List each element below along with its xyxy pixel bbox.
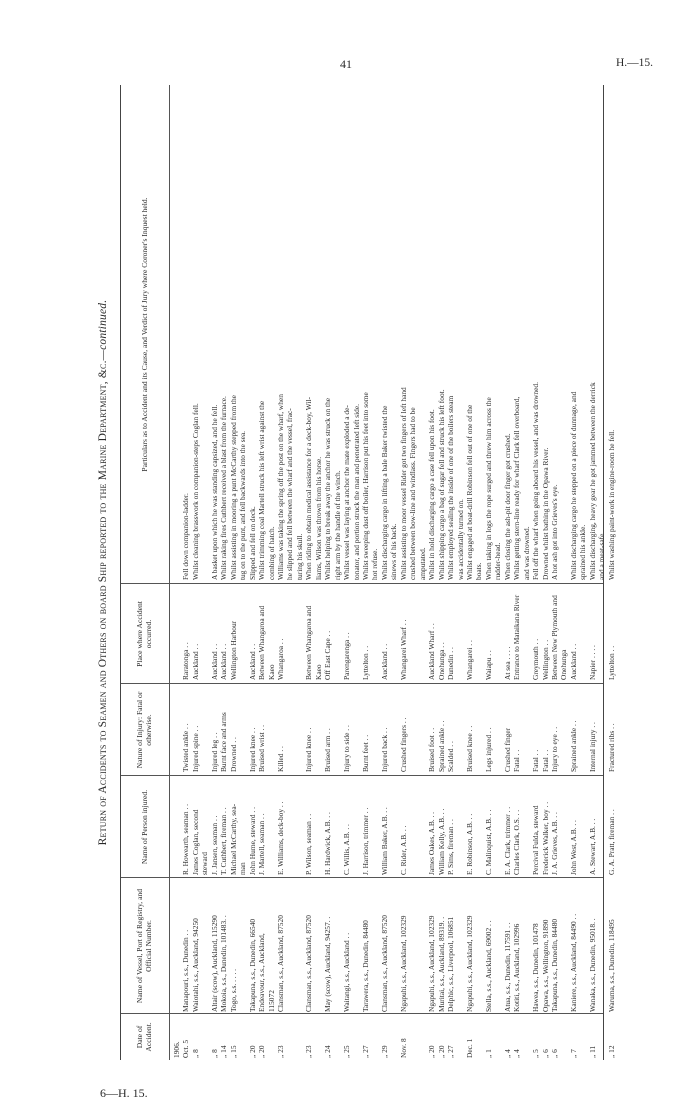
person-cell: Charles Clark, O.S. . . bbox=[512, 809, 522, 875]
particulars-cell: Whilst assisting to moor vessel Rider got two fingers of left hand bbox=[398, 387, 408, 580]
vessel-cell: Atua, s.s., Dunedin, 117591 . . bbox=[502, 922, 512, 1012]
person-cell: T. Cuthbert, fireman . . bbox=[219, 807, 229, 875]
date-cell: „ 11 bbox=[587, 1045, 597, 1058]
injury-cell: Twisted ankle . . bbox=[181, 723, 191, 772]
place-cell: Lyttelton . . bbox=[361, 645, 370, 680]
particulars-cell: tug on to the punt, and fell backwards into the sea. bbox=[238, 430, 248, 580]
person-cell: G. A. Pratt, fireman . . bbox=[606, 809, 616, 875]
injury-cell: Injured leg . . bbox=[209, 732, 219, 772]
injury-cell: Killed . . bbox=[275, 746, 285, 772]
page-code: H.—15. bbox=[616, 57, 654, 69]
particulars-cell: Whilst discharging cargo he stepped on a piece of dunnage, and bbox=[568, 391, 578, 580]
particulars-cell: Williams was taking the spring off the post on the wharf, when bbox=[275, 394, 285, 580]
column-divider bbox=[121, 775, 603, 776]
date-cell: 1906. bbox=[172, 1041, 181, 1058]
person-cell: John West, A.B. . . bbox=[568, 820, 578, 875]
particulars-cell: Whilst washing paint-work in engine-room he fell. bbox=[606, 429, 616, 580]
particulars-cell: was accidentally turned on. bbox=[455, 499, 465, 580]
vessel-cell: Clansman, s.s., Auckland, 87520 bbox=[304, 915, 314, 1012]
injury-cell: Fatal . . bbox=[531, 749, 541, 772]
injury-cell: Bruised wrist . . bbox=[257, 724, 267, 772]
injury-cell: Burnt face and arms bbox=[219, 712, 229, 772]
place-cell: Auckland . . bbox=[219, 643, 229, 680]
date-cell: „ 8 bbox=[190, 1049, 200, 1058]
table-title-main: Return of Accidents to Seamen and Others on board Ship reported to the Marine Department, &c. bbox=[97, 360, 109, 846]
person-cell: William Kelly, A.B. . . bbox=[436, 808, 446, 875]
vessel-cell: Ngapuhi, s.s., Auckland, 102329 bbox=[464, 915, 474, 1012]
vessel-cell: Opawa, s.s., Wellington, 91890 bbox=[540, 919, 550, 1012]
date-cell: Nov. 8 bbox=[398, 1038, 408, 1058]
vessel-cell: Clansman, s.s., Auckland, 87520 bbox=[275, 915, 285, 1012]
vessel-cell: Takapuna, s.s., Dunedin, 84480 bbox=[550, 918, 559, 1012]
place-cell: Whangarei . . bbox=[464, 640, 474, 680]
place-cell: Auckland Wharf . . bbox=[427, 623, 437, 680]
injury-cell: Sprained ankle . . bbox=[436, 720, 446, 772]
date-cell: „ 4 bbox=[502, 1049, 512, 1058]
date-cell: „ 20 bbox=[247, 1045, 257, 1058]
person-cell: A. Stewart, A.B. . . bbox=[587, 818, 597, 875]
injury-cell: Drowned . . bbox=[228, 737, 238, 772]
column-divider bbox=[121, 683, 603, 684]
date-cell: „ 5 bbox=[531, 1049, 541, 1058]
injury-cell: Crushed fingers . . bbox=[398, 717, 408, 772]
place-cell: Between Whangaroa and bbox=[257, 605, 267, 680]
person-cell: Percival Fulda, steward bbox=[531, 805, 541, 875]
vessel-cell: Tarawera, s.s., Dunedin, 84480 bbox=[361, 920, 370, 1012]
date-cell: „ 4 bbox=[512, 1049, 522, 1058]
person-cell: C. Rider, A.B. . . bbox=[398, 825, 408, 875]
particulars-cell: Fell off the wharf when going aboard his vessel, and was drowned. bbox=[531, 382, 541, 580]
rotated-table-sheet bbox=[94, 85, 614, 1060]
injury-cell: Legs injured . . bbox=[483, 727, 493, 772]
vessel-cell: Ngapuhi, s.s., Auckland, 102329 bbox=[398, 915, 408, 1012]
particulars-cell: Slipped and fell on deck. bbox=[247, 506, 257, 580]
place-cell: Entrance to Mataikana River bbox=[512, 594, 522, 680]
place-cell: Onehunga . . bbox=[436, 642, 446, 680]
person-cell: J. Harrison, trimmer . . bbox=[361, 807, 370, 875]
header-person: Name of Person injured. bbox=[139, 789, 149, 865]
place-cell: Kaeo bbox=[266, 664, 276, 680]
person-cell: J. Jansen, seaman . . bbox=[209, 815, 219, 875]
particulars-cell: turing his skull. bbox=[294, 533, 304, 580]
person-cell: William Baker, A.B. . . bbox=[379, 807, 389, 875]
particulars-cell: sinews of his back. bbox=[389, 523, 399, 580]
date-cell: Dec. 1 bbox=[464, 1038, 474, 1058]
particulars-cell: rudder-head. bbox=[493, 542, 503, 580]
particulars-cell: and was drowned. bbox=[521, 526, 531, 580]
date-cell: „ 24 bbox=[323, 1045, 333, 1058]
particulars-cell: Whilst shipping cargo a bag of sugar fell and struck his left foot. bbox=[436, 389, 446, 580]
particulars-cell: sprained his ankle. bbox=[578, 524, 588, 580]
vessel-cell: Kaniere, s.s., Auckland, 84490 . . bbox=[568, 913, 578, 1012]
person-cell: E. Robinson, A.B. . . bbox=[464, 813, 474, 875]
vessel-cell: Altair (scow), Auckland, 115290 bbox=[209, 915, 219, 1012]
date-cell: „ 27 bbox=[446, 1045, 456, 1058]
table-title-continued: —continued. bbox=[97, 299, 109, 361]
date-cell: „ 6 bbox=[550, 1049, 559, 1058]
header-particulars: Particulars as to Accident and its Cause, and Verdict of Jury where Coroner's Inquest held. bbox=[139, 197, 149, 472]
particulars-cell: amputated. bbox=[417, 547, 427, 580]
particulars-cell: Drowned whilst bathing in the Opawa River. bbox=[540, 447, 550, 580]
particulars-cell: right arm by the handle of the winch. bbox=[332, 470, 342, 580]
particulars-cell: A basket upon which he was standing capsized, and he fell. bbox=[209, 404, 219, 580]
particulars-cell: boats. bbox=[474, 562, 484, 580]
column-divider bbox=[121, 583, 603, 584]
bottom-rule bbox=[603, 85, 604, 1060]
particulars-cell: Whilst discharging cargo in lifting a bale Baker twisted the bbox=[379, 405, 389, 580]
particulars-cell: crushed between bow-line and windlass. Fingers had to be bbox=[408, 407, 418, 580]
date-cell: „ 6 bbox=[540, 1049, 550, 1058]
date-cell: „ 12 bbox=[606, 1045, 616, 1058]
place-cell: Auckland . . bbox=[247, 643, 257, 680]
injury-cell: Fatal . . bbox=[540, 749, 550, 772]
particulars-cell: Whilst vessel was laying at anchor the mate exploded a de- bbox=[342, 405, 352, 580]
particulars-cell: Fell down companion-ladder. bbox=[181, 493, 191, 580]
place-cell: At sea . . . . bbox=[502, 646, 512, 680]
place-cell: Wellington . . bbox=[540, 639, 550, 680]
particulars-cell: When closing the ash-pit door finger got crushed. bbox=[502, 433, 512, 580]
vessel-cell: Togo, s.s. . . . . bbox=[228, 968, 238, 1012]
vessel-cell: Ngapuhi, s.s., Auckland, 102329 bbox=[427, 915, 437, 1012]
particulars-cell: Whilst in hold discharging cargo a case fell upon his foot. bbox=[427, 409, 437, 580]
injury-cell: Bruised arm . . bbox=[323, 728, 333, 772]
person-cell: Michael McCarthy, sea- bbox=[228, 803, 238, 875]
vessel-cell: Waruma, s.s., Dunedin, 118495 bbox=[606, 919, 616, 1012]
place-cell: Off East Cape . . bbox=[323, 630, 333, 680]
injury-cell: Injury to side . . bbox=[342, 725, 352, 772]
place-cell: Dunedin . . bbox=[446, 647, 456, 680]
particulars-cell: Whilst discharging, heavy gear he got jammed between the derrick bbox=[587, 382, 597, 580]
particulars-cell: Whilst trimming coal Martell struck his left wrist against the bbox=[257, 400, 267, 580]
person-cell: steward bbox=[200, 852, 210, 875]
column-divider bbox=[121, 877, 603, 878]
header-place: Place where Accident occurred. bbox=[135, 601, 153, 667]
date-cell: „ 27 bbox=[361, 1045, 370, 1058]
vessel-cell: Mokoia, s.s., Dunedin, 101483. . bbox=[219, 915, 229, 1012]
header-rule bbox=[169, 85, 170, 1060]
particulars-cell: liams, Wilson was thrown from his horse. bbox=[313, 456, 323, 580]
place-cell: Lyttelton . . bbox=[606, 645, 616, 680]
place-cell: Kaeo bbox=[313, 664, 323, 680]
person-cell: E. A. Clark, trimmer . . bbox=[502, 806, 512, 875]
particulars-cell: Whilst cleaning brasswork on companion-steps Coglan fell. bbox=[190, 403, 200, 580]
injury-cell: Fractured ribs . . bbox=[606, 723, 616, 772]
particulars-cell: combing of hatch. bbox=[266, 526, 276, 580]
table-header bbox=[121, 85, 169, 1060]
particulars-cell: Whilst helping to break away the anchor he was struck on the bbox=[323, 397, 333, 580]
date-cell: Oct. 5 bbox=[181, 1039, 191, 1058]
vessel-cell: Manapouri, s.s., Dunedin . . bbox=[181, 929, 191, 1012]
date-cell: „ 23 bbox=[304, 1045, 314, 1058]
place-cell: Parengarenga . . bbox=[342, 632, 352, 680]
table-title bbox=[97, 85, 109, 1060]
vessel-cell: Clansman, s.s., Auckland, 87520 bbox=[379, 915, 389, 1012]
vessel-cell: Muritai, s.s., Auckland, 89319. . bbox=[436, 916, 446, 1012]
injury-cell: Bruised knee . . bbox=[464, 725, 474, 772]
vessel-cell: Kotiti, s.s., Auckland, 102996 bbox=[512, 923, 522, 1012]
date-cell: „ 23 bbox=[275, 1045, 285, 1058]
injury-cell: Crushed finger bbox=[502, 727, 512, 772]
place-cell: Auckland . . bbox=[209, 643, 219, 680]
person-cell: C. Willis, A.B. . . bbox=[342, 824, 352, 875]
date-cell: „ 1 bbox=[483, 1049, 493, 1058]
particulars-cell: Whilst employed sealing the inside of one of the boilers steam bbox=[446, 395, 456, 580]
vessel-cell: Waiotahi, s.s., Auckland, 94250 bbox=[190, 918, 200, 1012]
person-cell: James Coglan, second bbox=[190, 809, 200, 875]
person-cell: E. Williams, deck-boy . . bbox=[275, 801, 285, 875]
person-cell: R. Howearth, seaman . . bbox=[181, 803, 191, 875]
person-cell: Frederick Walker, boy . . bbox=[540, 801, 550, 875]
vessel-cell: 115072 bbox=[266, 990, 276, 1012]
particulars-cell: hot refuse. bbox=[370, 548, 380, 580]
injury-cell: Burnt feet . . bbox=[361, 734, 370, 772]
place-cell: Whangarei Wharf . . bbox=[398, 619, 408, 680]
place-cell: Whangaroa . . bbox=[275, 638, 285, 680]
person-cell: H. Hardwick, A.B. . . bbox=[323, 812, 333, 875]
place-cell: Wellington Harbour bbox=[228, 620, 238, 680]
particulars-cell: Whilst sweeping dust off boiler, Harrison put his feet into some bbox=[361, 392, 370, 580]
place-cell: Greymouth . . bbox=[531, 638, 541, 680]
injury-cell: Injured knee . . bbox=[304, 727, 314, 772]
vessel-cell: Takapuna, s.s., Dunedin, 66540 bbox=[247, 918, 257, 1012]
place-cell: Auckland . . bbox=[379, 643, 389, 680]
person-cell: P. Sims, fireman . . bbox=[446, 819, 456, 875]
particulars-cell: When riding to obtain medical assistance for a deck-boy, Wil- bbox=[304, 397, 314, 580]
person-cell: man bbox=[238, 862, 248, 875]
date-cell: „ 7 bbox=[568, 1049, 578, 1058]
column-divider bbox=[121, 1013, 603, 1014]
injury-cell: Fatal . . bbox=[512, 749, 522, 772]
injury-cell: Internal injury . . bbox=[587, 722, 597, 772]
date-cell: „ 25 bbox=[342, 1045, 352, 1058]
vessel-cell: Wanaka, s.s., Dunedin, 95018. . bbox=[587, 918, 597, 1012]
place-cell: Onehunga bbox=[559, 649, 569, 680]
person-cell: John Hume, steward . . bbox=[247, 807, 257, 875]
vessel-cell: Endeavour, s.s., Auckland, bbox=[257, 933, 267, 1012]
place-cell: Raratonga . . bbox=[181, 642, 191, 680]
person-cell: J. Martell, seaman . . bbox=[257, 813, 267, 875]
person-cell: P. Wilson, seaman . . bbox=[304, 813, 314, 875]
particulars-cell: A hot ash got into Grieves's eye. bbox=[550, 484, 559, 580]
place-cell: Auckland . . bbox=[190, 643, 200, 680]
date-cell: „ 20 bbox=[436, 1045, 446, 1058]
place-cell: Between New Plymouth and bbox=[550, 595, 559, 680]
date-cell: „ 29 bbox=[379, 1045, 389, 1058]
injury-cell: Sprained ankle . . bbox=[568, 720, 578, 772]
particulars-cell: Whilst assisting in mooring a punt McCarthy stepped from the bbox=[228, 395, 238, 580]
vessel-cell: Hawea, s.s., Dunedin, 101478 bbox=[531, 923, 541, 1012]
page-number: 41 bbox=[340, 57, 352, 71]
header-injury: Nature of Injury: Fatal or otherwise. bbox=[135, 691, 153, 769]
particulars-cell: When taking in logs the rope surged and threw him across the bbox=[483, 397, 493, 580]
vessel-cell: Stella, s.s., Auckland, 69002 . . bbox=[483, 920, 493, 1012]
place-cell: Napier . . . . bbox=[587, 645, 597, 680]
injury-cell: Injured knee . . bbox=[247, 727, 257, 772]
person-cell: C. Malinquist, A.B. . . bbox=[483, 809, 493, 875]
date-cell: „ 20 bbox=[257, 1045, 267, 1058]
injury-cell: Bruised foot . . bbox=[427, 727, 437, 772]
header-vessel: Name of Vessel, Port of Registry, and Official Number. bbox=[135, 888, 153, 1004]
header-date: Date of Accident. bbox=[135, 1022, 153, 1052]
particulars-cell: Whilst raking fires Cuthbert received a blast from the furnace. bbox=[219, 396, 229, 580]
particulars-cell: and a meat-safe. bbox=[597, 531, 607, 580]
date-cell: „ 8 bbox=[209, 1049, 219, 1058]
injury-cell: Injured back . . bbox=[379, 727, 389, 772]
vessel-cell: May (scow), Auckland, 94257. . bbox=[323, 916, 333, 1012]
injury-cell: Injured spine . . bbox=[190, 725, 200, 772]
place-cell: Between Whangaroa and bbox=[304, 605, 314, 680]
person-cell: J. A. Grieves, A.B. . . bbox=[550, 812, 559, 875]
particulars-cell: Whilst engaged at boat-drill Robinson fell out of one of the bbox=[464, 404, 474, 580]
vessel-cell: Waitangi, s.s., Auckland . . bbox=[342, 932, 352, 1012]
injury-cell: Injury to eye . . bbox=[550, 726, 559, 772]
vessel-cell: Delphic, s.s., Liverpool, 106851 bbox=[446, 916, 456, 1012]
particulars-cell: he slipped and fell between the wharf and the vessel, frac- bbox=[285, 408, 295, 580]
footer-code: 6—H. 15. bbox=[100, 1086, 148, 1100]
place-cell: Auckland . . bbox=[568, 643, 578, 680]
date-cell: „ 15 bbox=[228, 1045, 238, 1058]
person-cell: James Oakes, A.B. . . bbox=[427, 811, 437, 875]
injury-cell: Scalded . . bbox=[446, 741, 456, 772]
particulars-cell: Whilst getting stern-line ready for wharf Clark fell overboard, bbox=[512, 396, 522, 580]
date-cell: „ 20 bbox=[427, 1045, 437, 1058]
place-cell: Waiapu . . bbox=[483, 650, 493, 680]
date-cell: „ 14 bbox=[219, 1045, 229, 1058]
particulars-cell: tonator, and portion struck the man and penetrated left side. bbox=[351, 404, 361, 580]
